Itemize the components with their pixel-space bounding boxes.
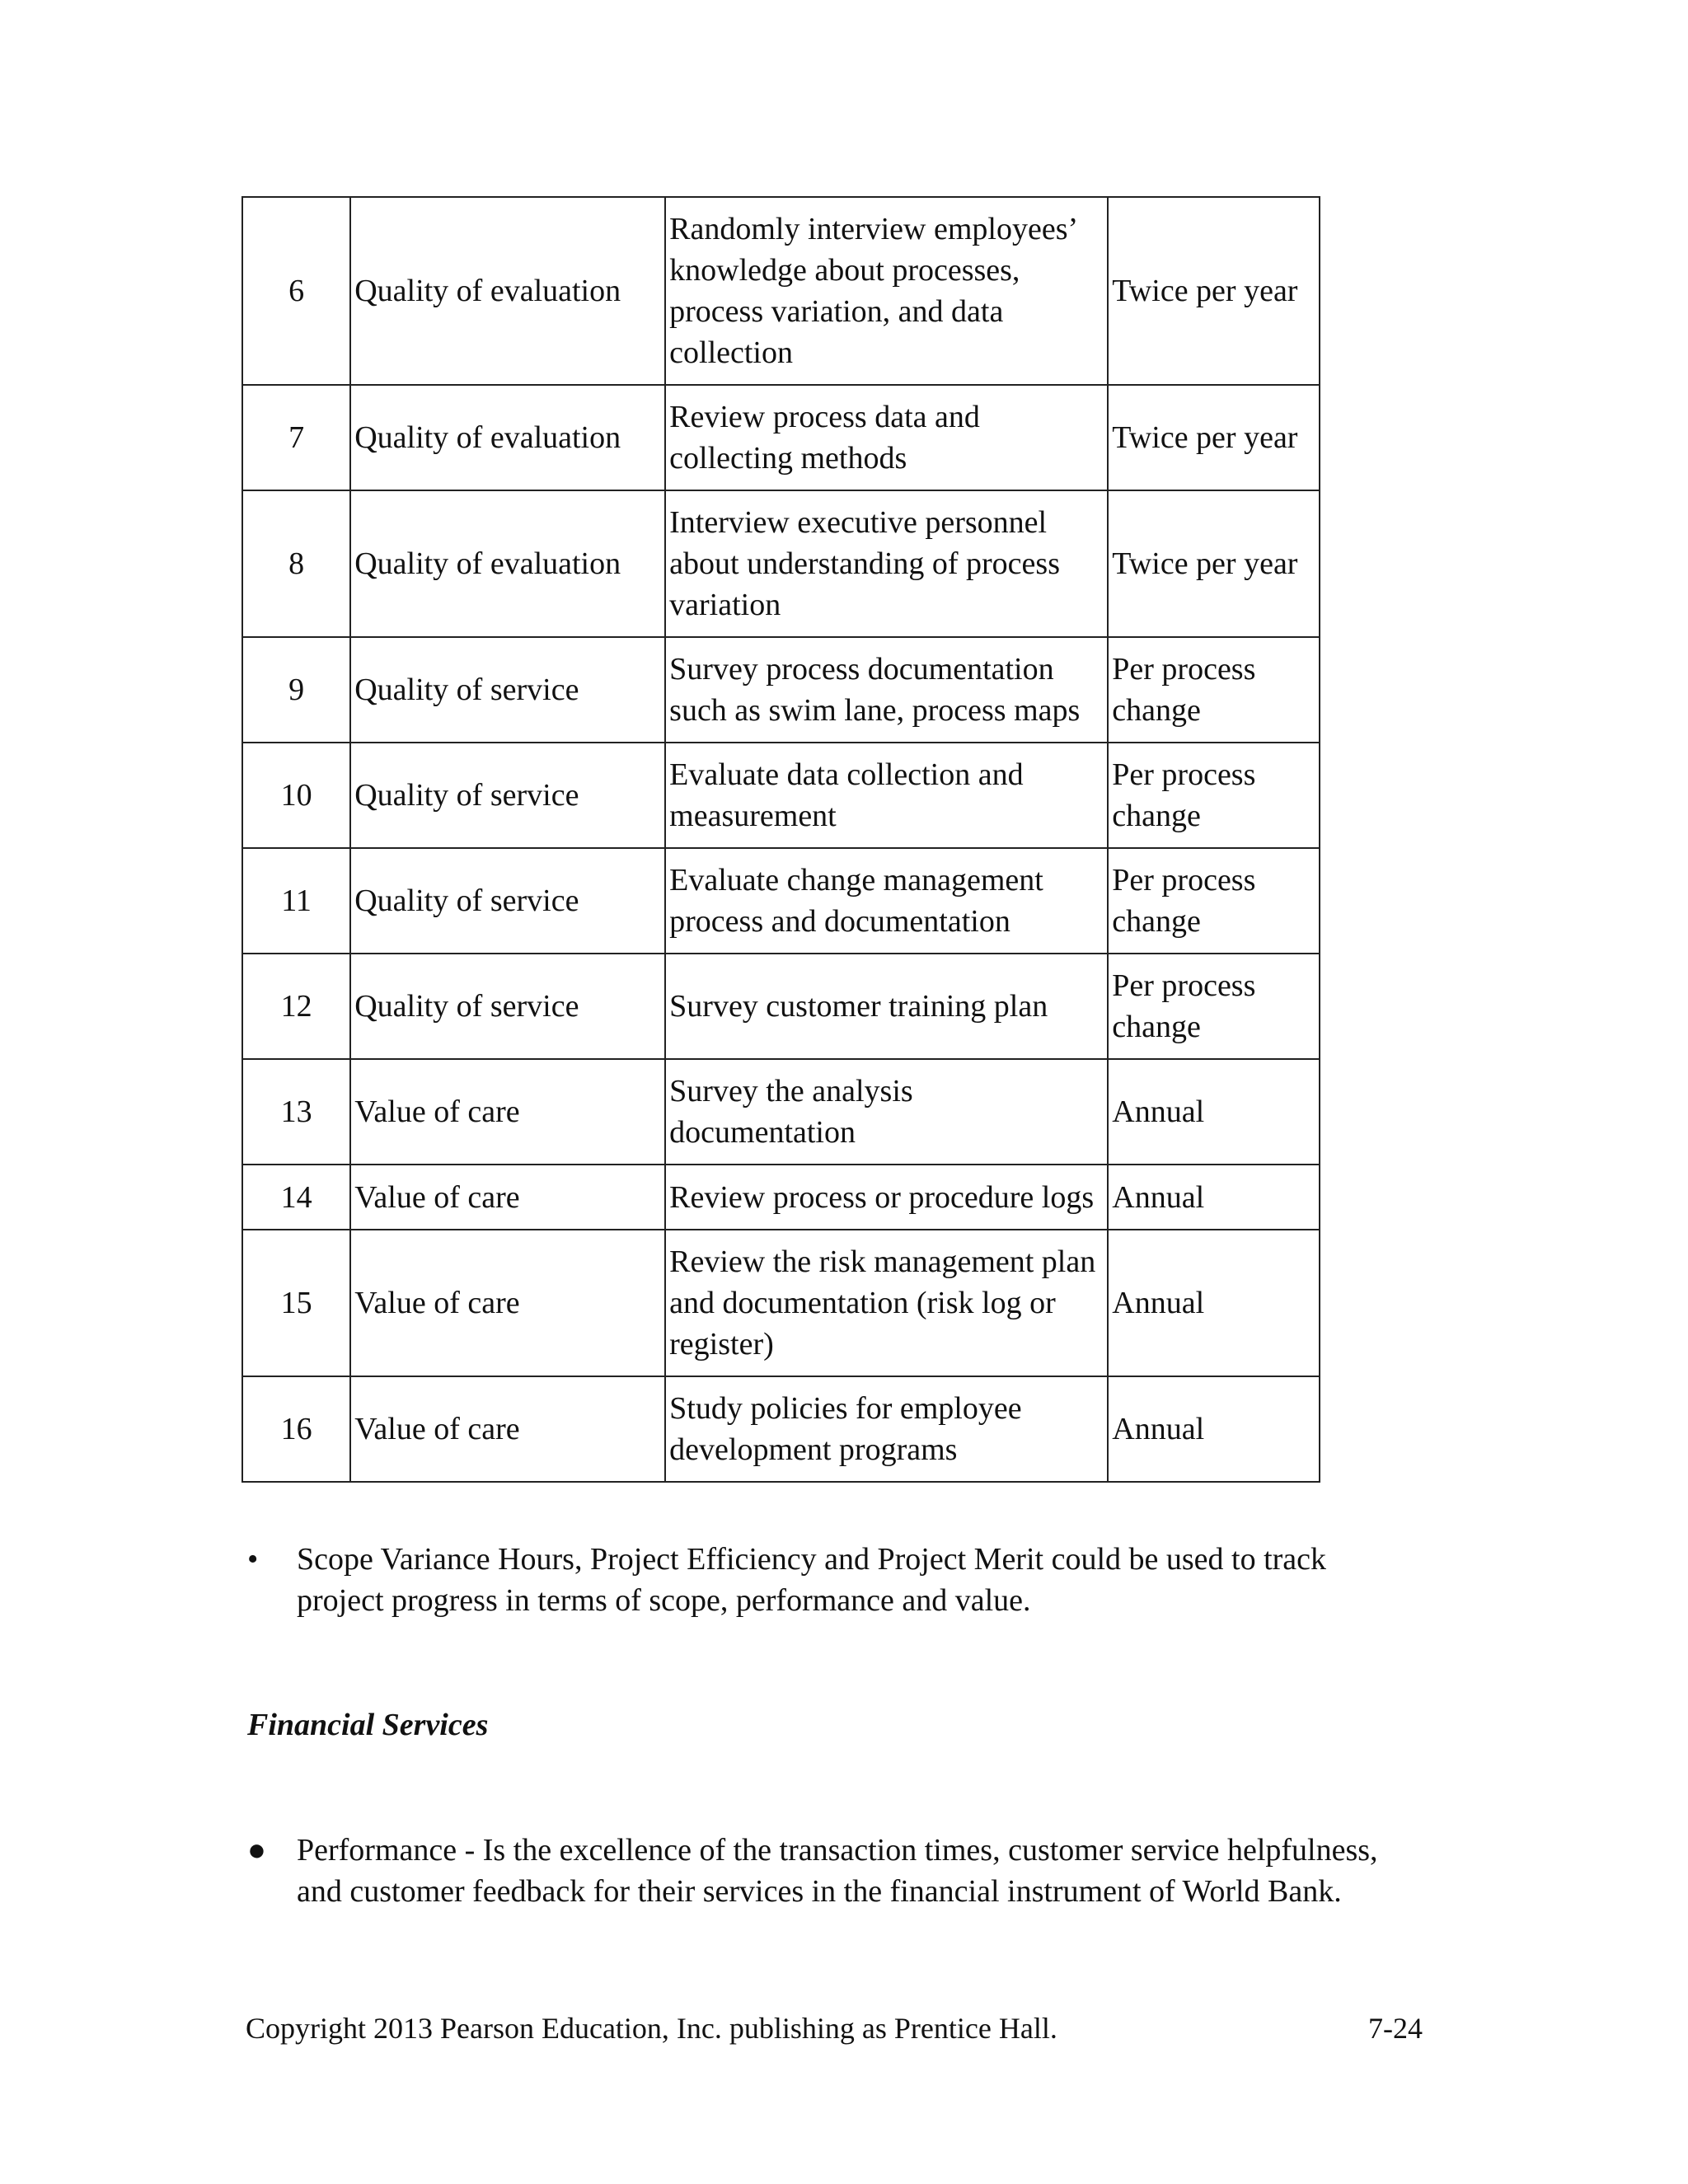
row-number: 6 bbox=[242, 197, 350, 385]
bullet-marker: ● bbox=[247, 1833, 266, 1868]
table-row bbox=[242, 1376, 1320, 1482]
row-activity: Study policies for employee development programs bbox=[665, 1376, 1108, 1482]
row-number: 11 bbox=[242, 848, 350, 954]
row-category: Quality of service bbox=[350, 848, 665, 954]
table-row bbox=[242, 954, 1320, 1059]
row-activity: Evaluate data collection and measurement bbox=[665, 743, 1108, 848]
table-row bbox=[242, 385, 1320, 490]
row-category: Value of care bbox=[350, 1059, 665, 1165]
row-activity: Survey the analysis documentation bbox=[665, 1059, 1108, 1165]
row-category: Quality of evaluation bbox=[350, 490, 665, 637]
row-number: 13 bbox=[242, 1059, 350, 1165]
row-frequency: Annual bbox=[1108, 1230, 1320, 1376]
row-frequency: Annual bbox=[1108, 1376, 1320, 1482]
row-number: 12 bbox=[242, 954, 350, 1059]
section-heading: Financial Services bbox=[247, 1708, 489, 1742]
row-number: 9 bbox=[242, 637, 350, 743]
bullet-text: Performance - Is the excellence of the transaction times, customer service helpfulness, and customer feedback for their services in the financial instrument of World Bank. bbox=[297, 1833, 1378, 1909]
row-category: Quality of service bbox=[350, 954, 665, 1059]
row-category: Value of care bbox=[350, 1376, 665, 1482]
table-row bbox=[242, 848, 1320, 954]
bullet-marker: • bbox=[247, 1542, 259, 1577]
row-number: 14 bbox=[242, 1165, 350, 1230]
row-number: 10 bbox=[242, 743, 350, 848]
row-frequency: Per process change bbox=[1108, 848, 1320, 954]
table-row bbox=[242, 743, 1320, 848]
row-frequency: Per process change bbox=[1108, 637, 1320, 743]
table-row bbox=[242, 637, 1320, 743]
row-frequency: Annual bbox=[1108, 1059, 1320, 1165]
row-category: Value of care bbox=[350, 1230, 665, 1376]
row-activity: Review process or procedure logs bbox=[665, 1165, 1108, 1230]
row-number: 15 bbox=[242, 1230, 350, 1376]
bullet-item bbox=[247, 1830, 1418, 1912]
row-activity: Interview executive personnel about understanding of process variation bbox=[665, 490, 1108, 637]
row-category: Quality of service bbox=[350, 743, 665, 848]
row-number: 16 bbox=[242, 1376, 350, 1482]
bullet-text: Scope Variance Hours, Project Efficiency and Project Merit could be used to track project progress in terms of scope, performance and value. bbox=[297, 1542, 1327, 1618]
row-frequency: Twice per year bbox=[1108, 197, 1320, 385]
row-frequency: Twice per year bbox=[1108, 385, 1320, 490]
row-category: Quality of evaluation bbox=[350, 197, 665, 385]
row-frequency: Per process change bbox=[1108, 743, 1320, 848]
row-activity: Review process data and collecting methods bbox=[665, 385, 1108, 490]
footer-copyright: Copyright 2013 Pearson Education, Inc. publishing as Prentice Hall. bbox=[246, 2012, 1057, 2045]
row-activity: Randomly interview employees’ knowledge about processes, process variation, and data collection bbox=[665, 197, 1108, 385]
row-number: 8 bbox=[242, 490, 350, 637]
row-category: Quality of service bbox=[350, 637, 665, 743]
table-row bbox=[242, 490, 1320, 637]
table-row bbox=[242, 1230, 1320, 1376]
row-frequency: Twice per year bbox=[1108, 490, 1320, 637]
row-category: Value of care bbox=[350, 1165, 665, 1230]
row-frequency: Per process change bbox=[1108, 954, 1320, 1059]
row-category: Quality of evaluation bbox=[350, 385, 665, 490]
row-activity: Survey customer training plan bbox=[665, 954, 1108, 1059]
footer-page-number: 7-24 bbox=[1368, 2012, 1423, 2045]
row-activity: Review the risk management plan and documentation (risk log or register) bbox=[665, 1230, 1108, 1376]
row-frequency: Annual bbox=[1108, 1165, 1320, 1230]
row-activity: Evaluate change management process and documentation bbox=[665, 848, 1108, 954]
row-activity: Survey process documentation such as swim lane, process maps bbox=[665, 637, 1108, 743]
table-row bbox=[242, 1165, 1320, 1230]
bullet-item bbox=[247, 1539, 1418, 1621]
table-row bbox=[242, 1059, 1320, 1165]
measurement-table bbox=[241, 196, 1320, 1483]
row-number: 7 bbox=[242, 385, 350, 490]
table-row bbox=[242, 197, 1320, 385]
